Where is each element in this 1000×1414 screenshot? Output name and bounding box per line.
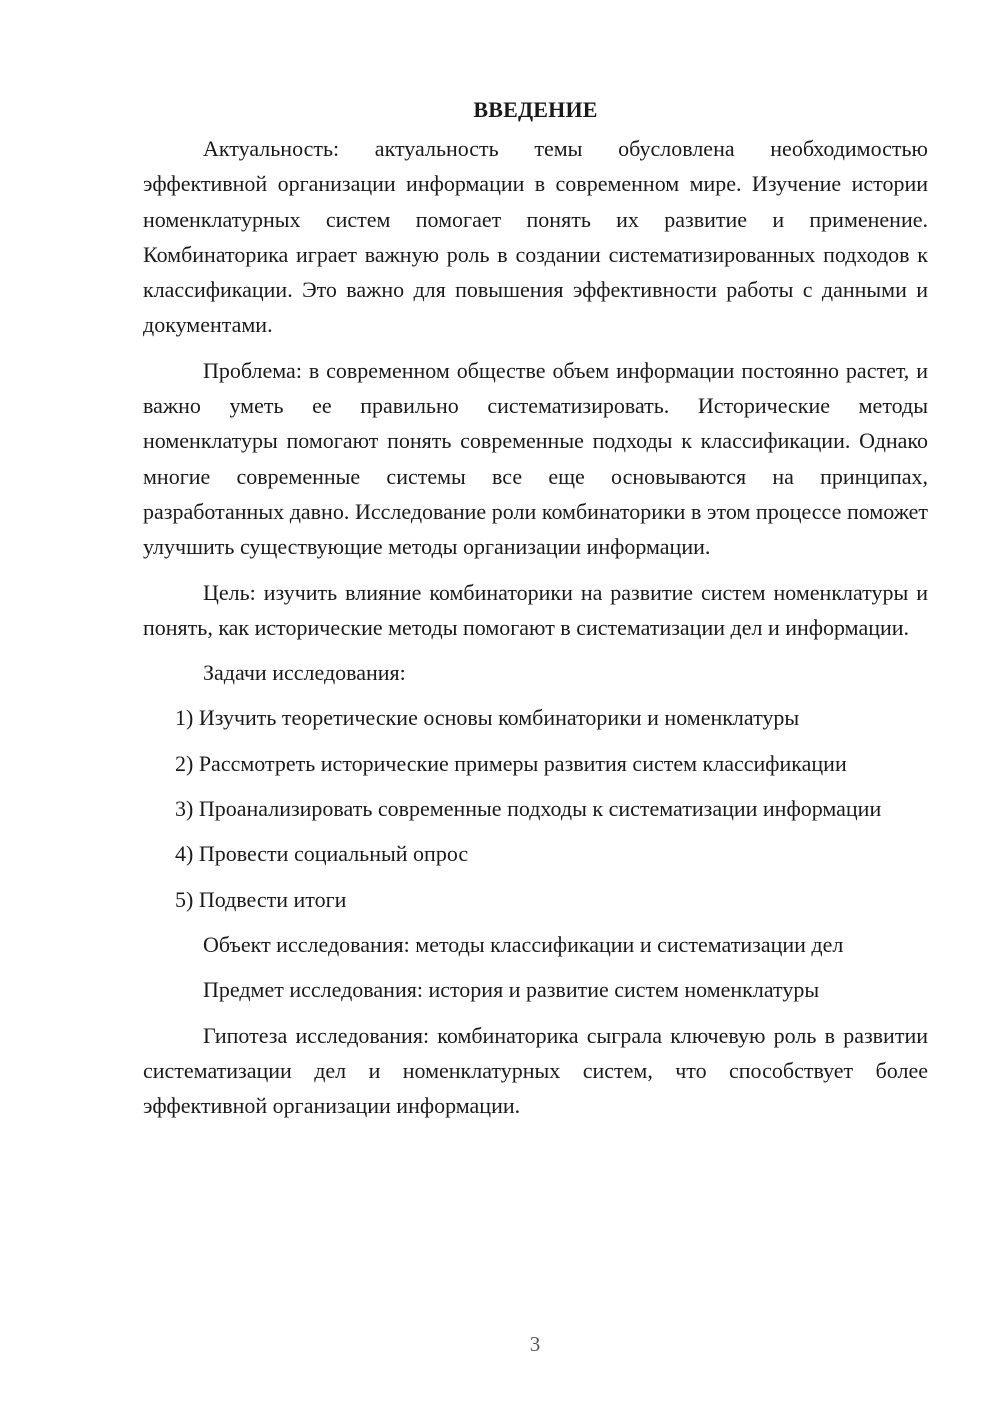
task-item-3: 3) Проанализировать современные подходы к систематизации информации <box>175 796 882 822</box>
task-item-2: 2) Рассмотреть исторические примеры развития систем классификации <box>175 750 847 776</box>
page-title: ВВЕДЕНИЕ <box>473 97 598 122</box>
task-item-4: 4) Провести социальный опрос <box>175 841 469 867</box>
task-item-1: 1) Изучить теоретические основы комбинаторики и номенклатуры <box>175 705 800 731</box>
page-number: 3 <box>529 1332 541 1356</box>
paragraph-problem: Проблема: в современном обществе объем информации постоянно растет, и важно уметь ее правильно систематизировать. Исторические методы номенклатуры помогают понять современные подходы к классификации. Однако многие современные системы все еще основываются на принципах, разработанных давно. Исследование роли комбинаторики в этом процессе поможет улучшить существующие методы организации информации. <box>143 357 928 560</box>
page-content <box>143 92 928 1133</box>
paragraph-tasks-heading: Задачи исследования: <box>203 660 406 686</box>
paragraph-object: Объект исследования: методы классификации и систематизации дел <box>203 931 844 957</box>
paragraph-relevance: Актуальность: актуальность темы обусловлена необходимостью эффективной организации информации в современном мире. Изучение истории номенклатурных систем помогает понять их развитие и применение. Комбинаторика играет важную роль в создании систематизированных подходов к классификации. Это важно для повышения эффективности работы с данными и документами. <box>143 136 928 338</box>
task-item-5: 5) Подвести итоги <box>175 886 347 912</box>
paragraph-subject: Предмет исследования: история и развитие систем номенклатуры <box>203 977 820 1003</box>
paragraph-hypothesis: Гипотеза исследования: комбинаторика сыграла ключевую роль в развитии систематизации дел и номенклатурных систем, что способствует более эффективной организации информации. <box>143 1022 928 1119</box>
paragraph-goal: Цель: изучить влияние комбинаторики на развитие систем номенклатуры и понять, как исторические методы помогают в систематизации дел и информации. <box>143 579 928 640</box>
